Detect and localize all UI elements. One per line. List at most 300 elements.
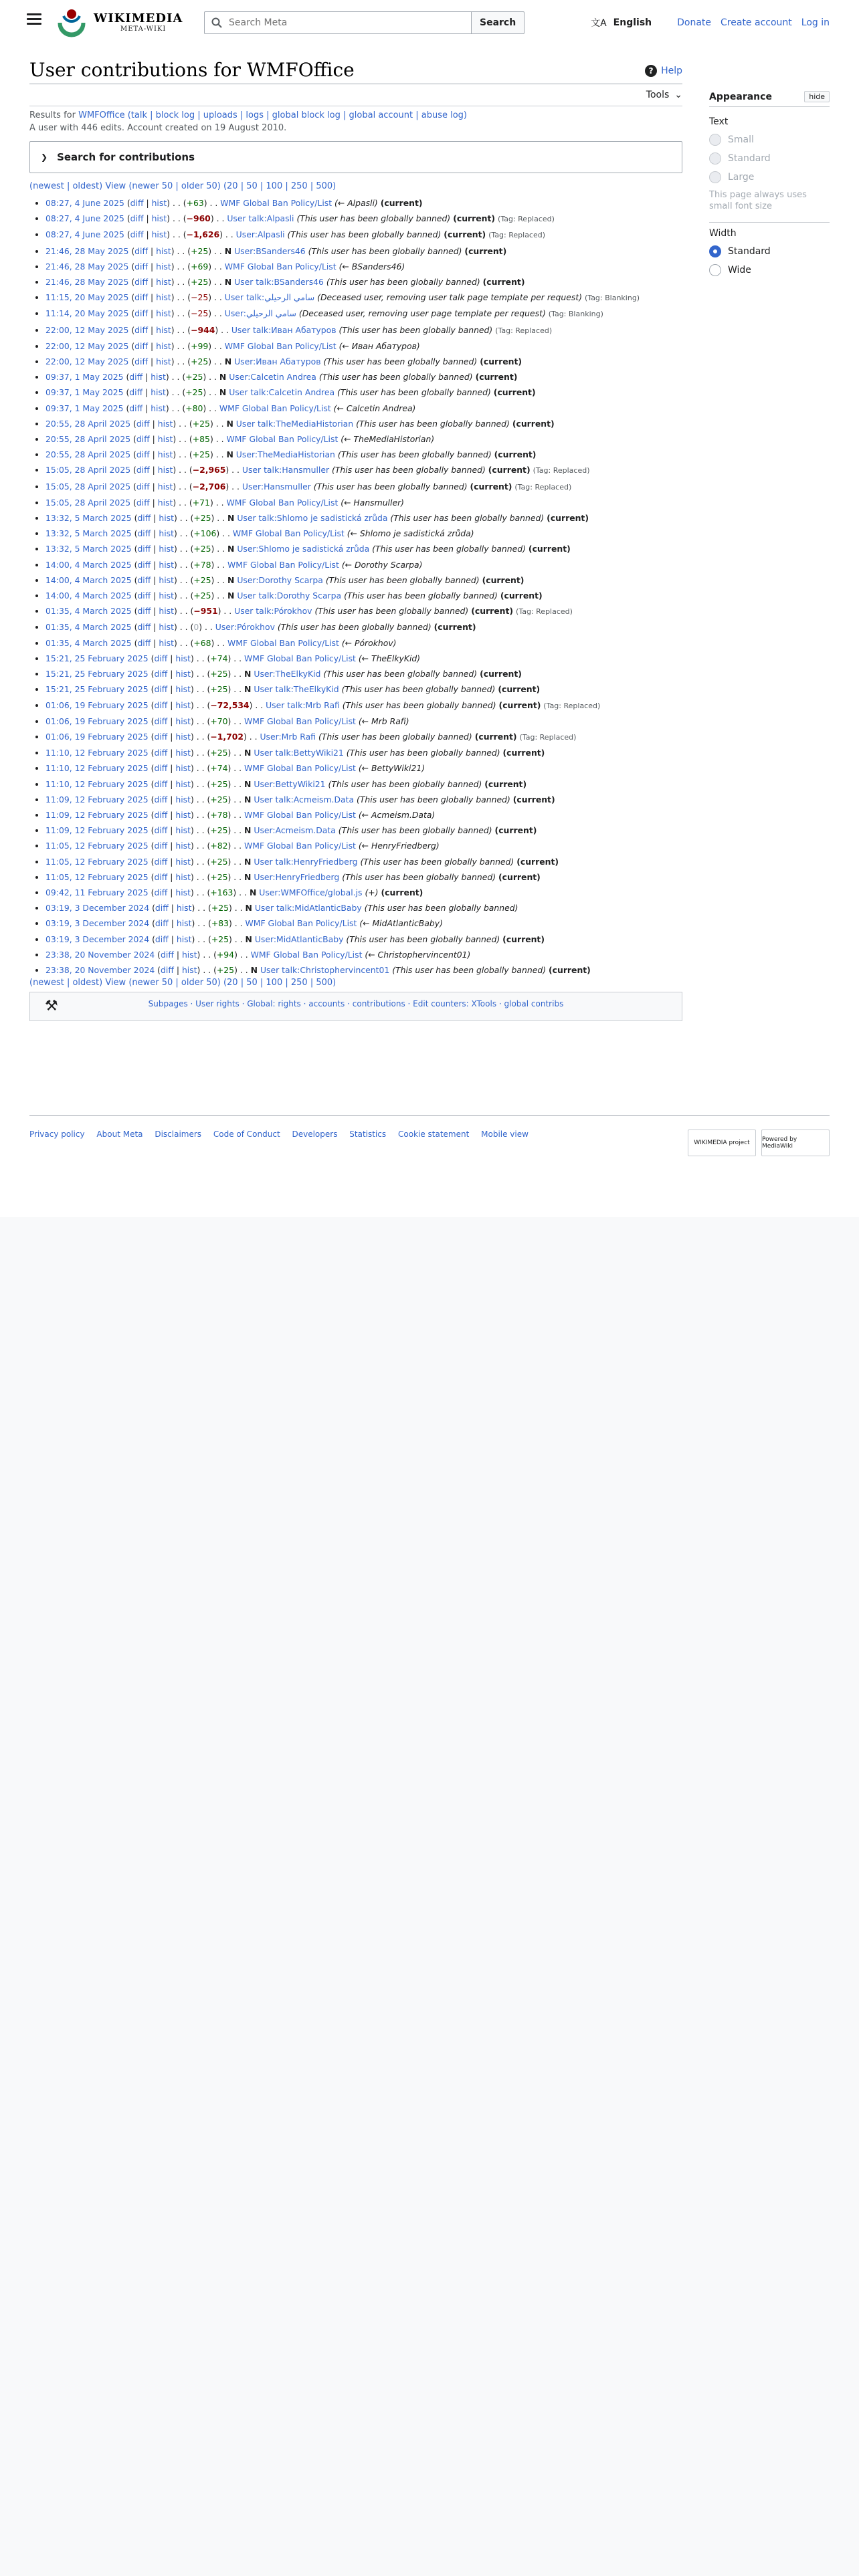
revision-timestamp-link[interactable]: 20:55, 28 April 2025: [45, 418, 131, 429]
search-contributions-toggle[interactable]: [29, 141, 682, 173]
diff-link[interactable]: diff: [134, 324, 149, 335]
tools-menu[interactable]: [29, 84, 682, 106]
change-tag[interactable]: (Tag: Replaced): [516, 607, 573, 617]
revision-timestamp-link[interactable]: 11:05, 12 February 2025: [45, 856, 149, 867]
history-link[interactable]: hist: [157, 465, 173, 475]
footer-link[interactable]: Statistics: [349, 1130, 387, 1139]
page-link[interactable]: User:Hansmuller: [242, 481, 311, 492]
revision-timestamp-link[interactable]: 22:00, 12 May 2025: [45, 340, 129, 351]
header-user-links: [591, 16, 830, 29]
edit-summary: (← Acmeism.Data): [358, 809, 436, 820]
history-link[interactable]: hist: [156, 292, 171, 303]
diff-link[interactable]: diff: [161, 964, 174, 975]
pagination-bottom[interactable]: (newest | oldest) View (newer 50 | older 50) (20 | 50 | 100 | 250 | 500): [29, 978, 337, 988]
diff-link[interactable]: diff: [154, 748, 168, 758]
powered-by-mediawiki-badge[interactable]: Powered by MediaWiki: [761, 1130, 830, 1156]
contribution-row: • 11:10, 12 February 2025 (diff | hist) . . (+25) . . N User talk:BettyWiki21 (This user has been globally banned) (current): [45, 745, 682, 760]
revision-timestamp-link[interactable]: 03:19, 3 December 2024: [45, 903, 150, 914]
byte-change: −2,706: [192, 481, 226, 492]
revision-timestamp-link[interactable]: 15:05, 28 April 2025: [45, 481, 131, 492]
current-marker: (current): [453, 213, 496, 224]
search-contributions-label: Search for contributions: [57, 151, 195, 163]
contribution-row: • 13:32, 5 March 2025 (diff | hist) . . (+25) . . N User talk:Shlomo je sadistická zrůda (This user has been globally banned) (current): [45, 510, 682, 526]
diff-link[interactable]: diff: [136, 434, 150, 445]
revision-timestamp-link[interactable]: 11:09, 12 February 2025: [45, 794, 149, 804]
page-link[interactable]: User talk:Christophervincent01: [260, 964, 390, 975]
revision-timestamp-link[interactable]: 11:10, 12 February 2025: [45, 748, 149, 758]
help-link[interactable]: [645, 65, 682, 77]
revision-timestamp-link[interactable]: 08:27, 4 June 2025: [45, 213, 124, 224]
history-link[interactable]: hist: [175, 684, 191, 695]
history-link[interactable]: hist: [156, 277, 171, 288]
revision-timestamp-link[interactable]: 11:15, 20 May 2025: [45, 292, 129, 303]
edit-summary: (This user has been globally banned): [344, 591, 498, 601]
footer-link[interactable]: Developers: [292, 1130, 338, 1139]
pagination-top[interactable]: (newest | oldest) View (newer 50 | older 50) (20 | 50 | 100 | 250 | 500): [29, 181, 337, 191]
page-link[interactable]: User talk:Иван Абатуров: [231, 324, 337, 335]
byte-change: −25: [191, 292, 209, 303]
contribution-row: • 01:35, 4 March 2025 (diff | hist) . . (−951) . . User talk:Pórokhov (This user has been globally banned) (current) (Tag: Replaced): [45, 603, 682, 619]
history-link[interactable]: hist: [159, 513, 174, 524]
history-link[interactable]: hist: [156, 245, 171, 256]
byte-change: +70: [210, 716, 228, 726]
page-link[interactable]: WMF Global Ban Policy/List: [226, 497, 339, 508]
current-marker: (current): [498, 700, 541, 710]
byte-change: +71: [192, 497, 210, 508]
user-tool-links[interactable]: (talk | block log | uploads | logs | global block log | global account | abuse log): [127, 110, 468, 120]
history-link[interactable]: hist: [175, 700, 191, 710]
page-link[interactable]: User:Mrb Rafi: [260, 731, 316, 742]
revision-timestamp-link[interactable]: 03:19, 3 December 2024: [45, 918, 150, 929]
diff-link[interactable]: diff: [134, 245, 149, 256]
page-link[interactable]: User talk:BettyWiki21: [254, 748, 344, 758]
revision-timestamp-link[interactable]: 01:35, 4 March 2025: [45, 606, 132, 617]
edit-summary: (This user has been globally banned): [339, 324, 493, 335]
diff-link[interactable]: diff: [154, 653, 168, 663]
page-link[interactable]: User:Calcetin Andrea: [229, 372, 316, 383]
page-link[interactable]: User talk:Pórokhov: [234, 606, 312, 617]
revision-timestamp-link[interactable]: 09:42, 11 February 2025: [45, 887, 149, 897]
revision-timestamp-link[interactable]: 01:35, 4 March 2025: [45, 637, 132, 648]
language-selector[interactable]: [591, 16, 652, 29]
page-link[interactable]: User:Shlomo je sadistická zrůda: [237, 544, 370, 554]
page-link[interactable]: WMF Global Ban Policy/List: [232, 528, 345, 539]
page-link[interactable]: WMF Global Ban Policy/List: [226, 434, 339, 445]
diff-link[interactable]: diff: [130, 213, 144, 224]
page-link[interactable]: WMF Global Ban Policy/List: [250, 949, 363, 960]
contributions-list: [29, 195, 682, 978]
history-link[interactable]: hist: [159, 528, 174, 539]
edit-summary: (← BettyWiki21): [358, 763, 425, 774]
byte-change: +25: [193, 591, 211, 601]
page-link[interactable]: User talk:Acmeism.Data: [254, 794, 355, 804]
history-link[interactable]: hist: [157, 449, 173, 460]
text-small-option: [709, 134, 830, 146]
diff-link[interactable]: diff: [130, 198, 144, 208]
contribution-row: • 09:37, 1 May 2025 (diff | hist) . . (+25) . . N User:Calcetin Andrea (This user has been globally banned) (current): [45, 369, 682, 385]
history-link[interactable]: hist: [181, 949, 197, 960]
main-menu-icon[interactable]: [27, 13, 41, 25]
diff-link[interactable]: diff: [136, 465, 150, 475]
edit-summary: (← Pórokhov): [341, 637, 397, 648]
page-link[interactable]: User talk:BSanders46: [234, 277, 324, 288]
search-field[interactable]: [204, 11, 472, 34]
page-link[interactable]: User:MidAtlanticBaby: [254, 934, 344, 944]
history-link[interactable]: hist: [156, 324, 171, 335]
page-link[interactable]: WMF Global Ban Policy/List: [244, 809, 356, 820]
revision-timestamp-link[interactable]: 08:27, 4 June 2025: [45, 198, 124, 208]
page-link[interactable]: User talk:TheElkyKid: [254, 684, 339, 695]
diff-link[interactable]: diff: [154, 669, 168, 679]
history-link[interactable]: hist: [151, 229, 167, 240]
diff-link[interactable]: diff: [134, 277, 149, 288]
revision-timestamp-link[interactable]: 09:37, 1 May 2025: [45, 372, 124, 383]
diff-link[interactable]: diff: [137, 637, 151, 648]
revision-timestamp-link[interactable]: 11:05, 12 February 2025: [45, 871, 149, 882]
diff-link[interactable]: diff: [137, 513, 151, 524]
page-link[interactable]: User talk:Calcetin Andrea: [229, 387, 335, 398]
revision-timestamp-link[interactable]: 20:55, 28 April 2025: [45, 434, 131, 445]
byte-change: +82: [210, 841, 228, 851]
change-tag[interactable]: (Tag: Replaced): [533, 466, 590, 475]
change-tag[interactable]: (Tag: Replaced): [519, 732, 577, 742]
history-link[interactable]: hist: [156, 356, 171, 367]
diff-link[interactable]: diff: [137, 528, 151, 539]
byte-change: +25: [210, 794, 228, 804]
diff-link[interactable]: diff: [155, 918, 169, 929]
diff-link[interactable]: diff: [154, 763, 168, 774]
edit-summary: (+): [365, 887, 379, 897]
contributions-subtitle: [29, 110, 682, 120]
revision-timestamp-link[interactable]: 14:00, 4 March 2025: [45, 574, 132, 585]
byte-change: +25: [191, 356, 209, 367]
revision-timestamp-link[interactable]: 03:19, 3 December 2024: [45, 934, 150, 944]
page-link[interactable]: User talk:Mrb Rafi: [266, 700, 340, 710]
diff-link[interactable]: diff: [137, 559, 151, 570]
revision-timestamp-link[interactable]: 11:10, 12 February 2025: [45, 778, 149, 789]
revision-timestamp-link[interactable]: 11:10, 12 February 2025: [45, 763, 149, 774]
page-link[interactable]: User talk:Dorothy Scarpa: [237, 591, 342, 601]
edit-summary: (← Alpasli): [335, 198, 378, 208]
revision-timestamp-link[interactable]: 15:21, 25 February 2025: [45, 669, 149, 679]
byte-change: +63: [186, 198, 204, 208]
diff-link[interactable]: diff: [129, 372, 143, 383]
diff-link[interactable]: diff: [154, 731, 168, 742]
revision-timestamp-link[interactable]: 01:06, 19 February 2025: [45, 700, 149, 710]
revision-timestamp-link[interactable]: 13:32, 5 March 2025: [45, 513, 132, 524]
page-link[interactable]: WMF Global Ban Policy/List: [227, 559, 339, 570]
edit-summary: (This user has been globally banned): [338, 825, 492, 836]
change-tag[interactable]: (Tag: Blanking): [548, 310, 603, 319]
width-label: Width: [709, 222, 830, 239]
revision-timestamp-link[interactable]: 15:05, 28 April 2025: [45, 497, 131, 508]
page-link[interactable]: User:Alpasli: [235, 229, 285, 240]
page-link[interactable]: WMF Global Ban Policy/List: [220, 198, 332, 208]
page-link[interactable]: User talk:سامي الرحيلي: [224, 292, 315, 303]
user-tools-links[interactable]: Subpages · User rights · Global: rights · accounts · contributions · Edit counters: XTools · global contribs: [148, 999, 564, 1009]
page-link[interactable]: User:BSanders46: [234, 245, 306, 256]
diff-link[interactable]: diff: [136, 449, 150, 460]
page-link[interactable]: User:Dorothy Scarpa: [237, 574, 323, 585]
change-tag[interactable]: (Tag: Replaced): [514, 482, 572, 492]
search-input[interactable]: [227, 17, 468, 29]
revision-timestamp-link[interactable]: 11:05, 12 February 2025: [45, 841, 149, 851]
edit-summary: (This user has been globally banned): [318, 731, 472, 742]
history-link[interactable]: hist: [181, 964, 197, 975]
history-link[interactable]: hist: [175, 778, 191, 789]
history-link[interactable]: hist: [159, 606, 174, 617]
revision-timestamp-link[interactable]: 01:06, 19 February 2025: [45, 731, 149, 742]
revision-timestamp-link[interactable]: 11:09, 12 February 2025: [45, 809, 149, 820]
revision-timestamp-link[interactable]: 08:27, 4 June 2025: [45, 229, 124, 240]
diff-link[interactable]: diff: [134, 340, 149, 351]
diff-link[interactable]: diff: [137, 622, 151, 633]
page-link[interactable]: WMF Global Ban Policy/List: [244, 716, 356, 726]
byte-change: +78: [210, 809, 228, 820]
history-link[interactable]: hist: [176, 918, 192, 929]
diff-link[interactable]: diff: [154, 856, 168, 867]
footer-link[interactable]: Code of Conduct: [213, 1130, 280, 1139]
page-link[interactable]: User:BettyWiki21: [254, 778, 326, 789]
page-link[interactable]: WMF Global Ban Policy/List: [224, 261, 337, 272]
page-link[interactable]: User:Pórokhov: [215, 622, 275, 633]
revision-timestamp-link[interactable]: 22:00, 12 May 2025: [45, 356, 129, 367]
history-link[interactable]: hist: [156, 340, 171, 351]
change-tag[interactable]: (Tag: Replaced): [498, 215, 555, 224]
page-link[interactable]: User:TheMediaHistorian: [235, 449, 335, 460]
page-link[interactable]: WMF Global Ban Policy/List: [244, 841, 356, 851]
option-label: Standard: [728, 153, 771, 164]
contribution-row: • 11:09, 12 February 2025 (diff | hist) . . (+25) . . N User talk:Acmeism.Data (This user has been globally banned) (current): [45, 792, 682, 807]
change-tag[interactable]: (Tag: Blanking): [585, 294, 640, 303]
page-link[interactable]: User talk:HenryFriedberg: [254, 856, 358, 867]
page-link[interactable]: User:سامي الرحيلي: [224, 308, 296, 319]
diff-link[interactable]: diff: [155, 934, 169, 944]
history-link[interactable]: hist: [156, 261, 171, 272]
revision-timestamp-link[interactable]: 13:32, 5 March 2025: [45, 544, 132, 554]
revision-timestamp-link[interactable]: 23:38, 20 November 2024: [45, 964, 155, 975]
change-tag[interactable]: (Tag: Replaced): [543, 701, 601, 710]
diff-link[interactable]: diff: [155, 903, 169, 914]
history-link[interactable]: hist: [176, 934, 192, 944]
contribution-row: • 11:14, 20 May 2025 (diff | hist) . . (−25) . . User:سامي الرحيلي (Deceased user, removing user page template per request) (Tag: Blanking): [45, 306, 682, 322]
login-link[interactable]: Log in: [801, 17, 830, 28]
revision-timestamp-link[interactable]: 11:14, 20 May 2025: [45, 308, 129, 319]
diff-link[interactable]: diff: [154, 778, 168, 789]
history-link[interactable]: hist: [175, 887, 191, 897]
history-link[interactable]: hist: [175, 825, 191, 836]
contribution-row: • 03:19, 3 December 2024 (diff | hist) . . (+25) . . N User talk:MidAtlanticBaby (This user has been globally banned): [45, 900, 682, 916]
diff-link[interactable]: diff: [154, 841, 168, 851]
page-link[interactable]: WMF Global Ban Policy/List: [245, 918, 357, 929]
footer-link[interactable]: Privacy policy: [29, 1130, 85, 1139]
history-link[interactable]: hist: [151, 387, 166, 398]
page-link[interactable]: WMF Global Ban Policy/List: [244, 763, 356, 774]
revision-timestamp-link[interactable]: 01:06, 19 February 2025: [45, 716, 149, 726]
revision-timestamp-link[interactable]: 21:46, 28 May 2025: [45, 261, 129, 272]
diff-link[interactable]: diff: [134, 308, 149, 319]
page-link[interactable]: WMF Global Ban Policy/List: [224, 340, 337, 351]
diff-link[interactable]: diff: [154, 887, 168, 897]
page-link[interactable]: User talk:Hansmuller: [242, 465, 330, 475]
diff-link[interactable]: diff: [154, 871, 168, 882]
footer-link[interactable]: Cookie statement: [397, 1130, 470, 1139]
revision-timestamp-link[interactable]: 14:00, 4 March 2025: [45, 591, 132, 601]
history-link[interactable]: hist: [156, 308, 171, 319]
search-button[interactable]: Search: [472, 11, 524, 34]
history-link[interactable]: hist: [175, 841, 191, 851]
history-link[interactable]: hist: [175, 731, 191, 742]
history-link[interactable]: hist: [175, 748, 191, 758]
current-marker: (current): [380, 198, 423, 208]
option-label: Small: [728, 134, 754, 145]
revision-timestamp-link[interactable]: 21:46, 28 May 2025: [45, 277, 129, 288]
diff-link[interactable]: diff: [129, 387, 143, 398]
page-link[interactable]: WMF Global Ban Policy/List: [219, 403, 331, 413]
page-link[interactable]: User talk:TheMediaHistorian: [235, 418, 354, 429]
diff-link[interactable]: diff: [134, 292, 149, 303]
current-marker: (current): [498, 871, 541, 882]
revision-timestamp-link[interactable]: 20:55, 28 April 2025: [45, 449, 131, 460]
edit-summary: (This user has been globally banned): [325, 574, 480, 585]
page-link[interactable]: User:Acmeism.Data: [254, 825, 336, 836]
footer-link[interactable]: About Meta: [96, 1130, 143, 1139]
revision-timestamp-link[interactable]: 23:38, 20 November 2024: [45, 949, 155, 960]
search-form: [204, 11, 524, 34]
page-link[interactable]: User:WMFOffice/global.js: [259, 887, 363, 897]
history-link[interactable]: hist: [159, 544, 174, 554]
history-link[interactable]: hist: [175, 716, 191, 726]
contribution-row: • 20:55, 28 April 2025 (diff | hist) . . (+25) . . N User talk:TheMediaHistorian (This user has been globally banned) (current): [45, 416, 682, 431]
diff-link[interactable]: diff: [134, 356, 149, 367]
history-link[interactable]: hist: [151, 198, 167, 208]
history-link[interactable]: hist: [175, 794, 191, 804]
edit-summary: (← Shlomo je sadistická zrůda): [347, 528, 474, 539]
history-link[interactable]: hist: [175, 809, 191, 820]
footer-link[interactable]: Mobile view: [481, 1130, 529, 1139]
change-tag[interactable]: (Tag: Replaced): [495, 326, 553, 335]
current-marker: (current): [381, 887, 423, 897]
history-link[interactable]: hist: [175, 669, 191, 679]
diff-link[interactable]: diff: [137, 606, 151, 617]
diff-link[interactable]: diff: [134, 261, 149, 272]
diff-link[interactable]: diff: [154, 809, 168, 820]
history-link[interactable]: hist: [159, 559, 174, 570]
contribution-row: • 22:00, 12 May 2025 (diff | hist) . . (+99) . . WMF Global Ban Policy/List (← Иван Абатуров): [45, 338, 682, 354]
diff-link[interactable]: diff: [136, 497, 150, 508]
byte-change: +25: [211, 934, 229, 944]
history-link[interactable]: hist: [157, 497, 173, 508]
diff-link[interactable]: diff: [130, 229, 144, 240]
revision-timestamp-link[interactable]: 15:21, 25 February 2025: [45, 684, 149, 695]
revision-timestamp-link[interactable]: 22:00, 12 May 2025: [45, 324, 129, 335]
revision-timestamp-link[interactable]: 15:21, 25 February 2025: [45, 653, 149, 663]
page-link[interactable]: User:Иван Абатуров: [234, 356, 321, 367]
diff-link[interactable]: diff: [154, 825, 168, 836]
new-page-marker: N: [227, 591, 235, 601]
new-page-marker: N: [244, 825, 252, 836]
byte-change: +74: [210, 653, 228, 663]
width-wide-option[interactable]: [709, 264, 830, 276]
diff-link[interactable]: diff: [136, 418, 150, 429]
revision-timestamp-link[interactable]: 09:37, 1 May 2025: [45, 387, 124, 398]
help-icon: ?: [645, 65, 657, 77]
diff-link[interactable]: diff: [154, 700, 168, 710]
diff-link[interactable]: diff: [154, 794, 168, 804]
current-marker: (current): [512, 418, 555, 429]
text-large-option: [709, 171, 830, 183]
history-link[interactable]: hist: [175, 871, 191, 882]
revision-timestamp-link[interactable]: 14:00, 4 March 2025: [45, 559, 132, 570]
byte-change: +106: [193, 528, 217, 539]
page-link[interactable]: User:TheElkyKid: [254, 669, 321, 679]
revision-timestamp-link[interactable]: 15:05, 28 April 2025: [45, 465, 131, 475]
history-link[interactable]: hist: [157, 434, 173, 445]
diff-link[interactable]: diff: [137, 591, 151, 601]
revision-timestamp-link[interactable]: 01:35, 4 March 2025: [45, 622, 132, 633]
contribution-row: • 03:19, 3 December 2024 (diff | hist) . . (+25) . . N User:MidAtlanticBaby (This user has been globally banned) (current): [45, 932, 682, 947]
page-link[interactable]: User talk:Shlomo je sadistická zrůda: [237, 513, 388, 524]
history-link[interactable]: hist: [159, 574, 174, 585]
diff-link[interactable]: diff: [154, 684, 168, 695]
page-link[interactable]: User talk:MidAtlanticBaby: [254, 903, 362, 914]
revision-timestamp-link[interactable]: 21:46, 28 May 2025: [45, 245, 129, 256]
history-link[interactable]: hist: [175, 856, 191, 867]
history-link[interactable]: hist: [151, 213, 167, 224]
diff-link[interactable]: diff: [137, 574, 151, 585]
history-link[interactable]: hist: [157, 481, 173, 492]
history-link[interactable]: hist: [176, 903, 192, 914]
revision-timestamp-link[interactable]: 09:37, 1 May 2025: [45, 403, 124, 413]
new-page-marker: N: [227, 574, 235, 585]
contribution-row: • 09:37, 1 May 2025 (diff | hist) . . (+25) . . N User talk:Calcetin Andrea (This user has been globally banned) (current): [45, 385, 682, 400]
new-page-marker: N: [244, 748, 252, 758]
diff-link[interactable]: diff: [161, 949, 174, 960]
current-marker: (current): [494, 449, 537, 460]
change-tag[interactable]: (Tag: Replaced): [488, 231, 546, 240]
history-link[interactable]: hist: [175, 763, 191, 774]
width-standard-option[interactable]: [709, 245, 830, 257]
diff-link[interactable]: diff: [137, 544, 151, 554]
site-logo[interactable]: [55, 5, 183, 39]
current-marker: (current): [480, 669, 522, 679]
history-link[interactable]: hist: [159, 637, 174, 648]
diff-link[interactable]: diff: [129, 403, 143, 413]
history-link[interactable]: hist: [157, 418, 173, 429]
history-link[interactable]: hist: [159, 591, 174, 601]
page-link[interactable]: WMF Global Ban Policy/List: [244, 653, 356, 663]
diff-link[interactable]: diff: [154, 716, 168, 726]
diff-link[interactable]: diff: [136, 481, 150, 492]
page-link[interactable]: WMF Global Ban Policy/List: [227, 637, 339, 648]
history-link[interactable]: hist: [159, 622, 174, 633]
page-link[interactable]: User:HenryFriedberg: [254, 871, 340, 882]
history-link[interactable]: hist: [151, 372, 166, 383]
contribution-row: • 14:00, 4 March 2025 (diff | hist) . . (+25) . . N User talk:Dorothy Scarpa (This user has been globally banned) (current): [45, 588, 682, 603]
page-link[interactable]: User talk:Alpasli: [227, 213, 294, 224]
byte-change: +99: [191, 340, 209, 351]
history-link[interactable]: hist: [151, 403, 166, 413]
wikimedia-project-badge[interactable]: WIKIMEDIA project: [688, 1130, 756, 1156]
history-link[interactable]: hist: [175, 653, 191, 663]
footer-link[interactable]: Disclaimers: [155, 1130, 202, 1139]
donate-link[interactable]: Donate: [677, 17, 712, 28]
revision-timestamp-link[interactable]: 13:32, 5 March 2025: [45, 528, 132, 539]
create-account-link[interactable]: Create account: [721, 17, 792, 28]
hide-button[interactable]: hide: [804, 91, 830, 102]
user-link[interactable]: WMFOffice: [78, 110, 125, 120]
revision-timestamp-link[interactable]: 11:09, 12 February 2025: [45, 825, 149, 836]
